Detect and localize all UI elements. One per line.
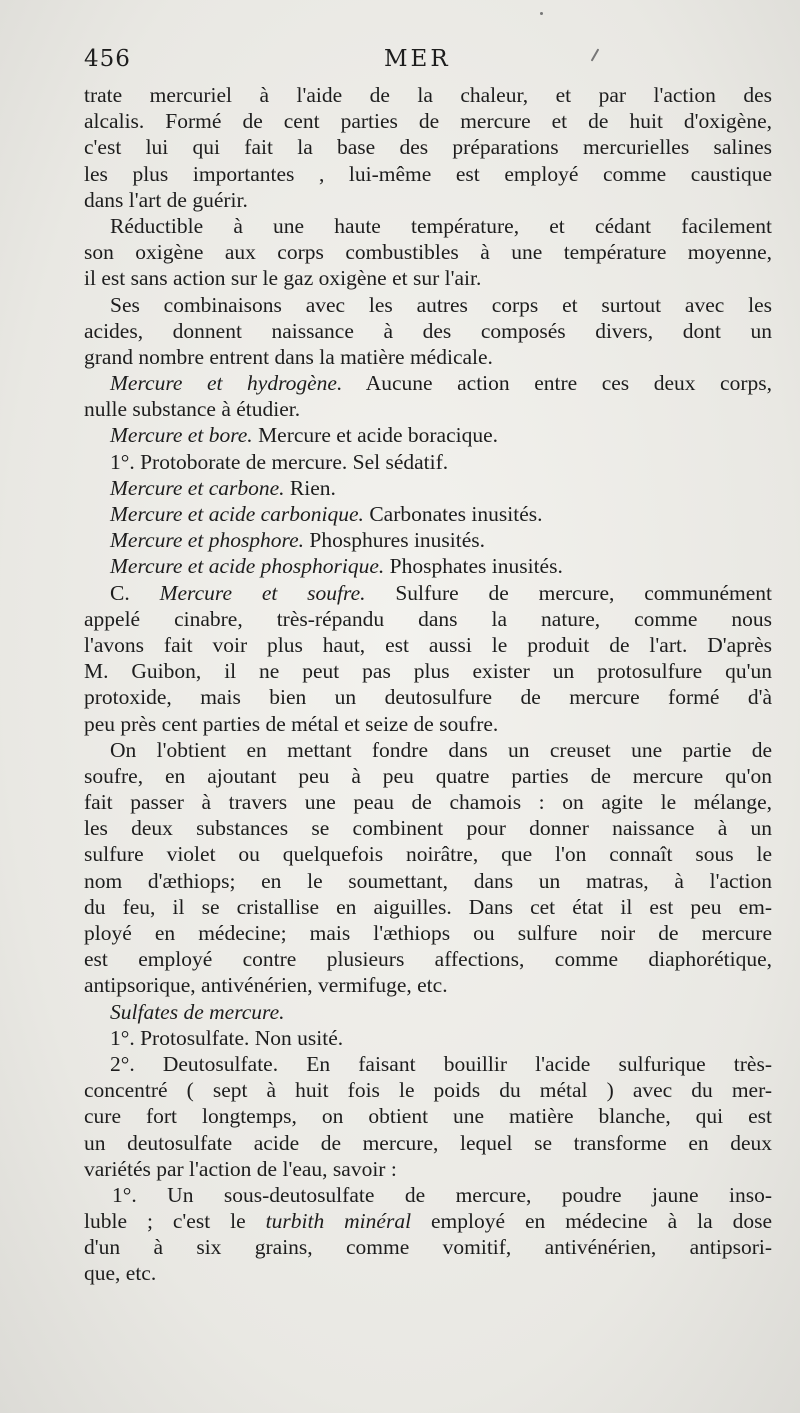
page-header	[84, 46, 776, 76]
text-line: que, etc.	[84, 1261, 157, 1286]
text-line: alcalis. Formé de cent parties de mercure et de huit d'oxigène,	[84, 109, 772, 134]
text-line: sulfure violet ou quelquefois noirâtre, que l'on connaît sous le	[84, 842, 772, 867]
text-line: Ses combinaisons avec les autres corps et surtout avec les	[110, 292, 772, 317]
text-line: Réductible à une haute température, et cédant facilement	[110, 213, 772, 238]
text-line: 1°. Protosulfate. Non usité.	[110, 1025, 344, 1050]
text-line: Mercure et acide carbonique. Carbonates inusités.	[110, 502, 543, 526]
text-line: antipsorique, antivénérien, vermifuge, etc.	[84, 973, 448, 998]
text-line: C. Mercure et soufre. Sulfure de mercure, communément	[110, 580, 773, 605]
text-line: Mercure et hydrogène. Aucune action entre ces deux corps,	[110, 371, 772, 396]
text-line: l'avons fait voir plus haut, est aussi le produit de l'art. D'après	[84, 632, 772, 657]
text-line: est employé contre plusieurs affections, comme diaphorétique,	[84, 947, 772, 972]
text-line: soufre, en ajoutant peu à peu quatre parties de mercure qu'on	[84, 763, 772, 788]
text-line: il est sans action sur le gaz oxigène et sur l'air.	[84, 266, 482, 291]
text-line: nulle substance à étudier.	[84, 397, 301, 422]
text-line: ployé en médecine; mais l'æthiops ou sulfure noir de mercure	[84, 921, 772, 945]
running-head: MER	[384, 46, 451, 72]
page-number: 456	[84, 46, 131, 72]
text-line: protoxide, mais bien un deutosulfure de mercure formé d'à	[84, 685, 772, 710]
text-line: 1°. Un sous-deutosulfate de mercure, poudre jaune inso-	[112, 1182, 772, 1207]
text-line: Mercure et phosphore. Phosphures inusités.	[110, 528, 486, 553]
text-line: Mercure et carbone. Rien.	[110, 475, 336, 500]
text-line: fait passer à travers une peau de chamois : on agite le mélange,	[84, 790, 772, 815]
text-line: trate mercuriel à l'aide de la chaleur, et par l'action des	[84, 83, 772, 107]
text-line: variétés par l'action de l'eau, savoir :	[84, 1156, 397, 1181]
text-line: dans l'art de guérir.	[84, 187, 248, 212]
text-line: Sulfates de mercure.	[110, 999, 285, 1024]
text-line: grand nombre entrent dans la matière médicale.	[84, 344, 493, 369]
text-line: un deutosulfate acide de mercure, lequel se transforme en deux	[84, 1130, 772, 1155]
text-line: les plus importantes , lui-même est employé comme caustique	[84, 161, 772, 186]
text-line: du feu, il se cristallise en aiguilles. Dans cet état il est peu em-	[84, 894, 772, 919]
text-line: Mercure et bore. Mercure et acide boracique.	[110, 423, 499, 448]
ink-speck	[540, 12, 543, 15]
text-line: nom d'æthiops; en le soumettant, dans un matras, à l'action	[84, 868, 772, 893]
text-line: cure fort longtemps, on obtient une matière blanche, qui est	[84, 1104, 772, 1129]
text-line: luble ; c'est le turbith minéral employé en médecine à la dose	[84, 1209, 773, 1234]
text-line: son oxigène aux corps combustibles à une température moyenne,	[84, 240, 772, 265]
text-line: On l'obtient en mettant fondre dans un creuset une partie de	[110, 737, 772, 762]
text-line: Mercure et acide phosphorique. Phosphates inusités.	[110, 554, 563, 579]
text-line: 2°. Deutosulfate. En faisant bouillir l'acide sulfurique très-	[110, 1051, 772, 1076]
text-line: 1°. Protoborate de mercure. Sel sédatif.	[110, 449, 449, 474]
text-line: acides, donnent naissance à des composés divers, dont un	[84, 318, 772, 343]
text-line: appelé cinabre, très-répandu dans la nature, comme nous	[84, 606, 772, 631]
text-line: c'est lui qui fait la base des préparations mercurielles salines	[84, 135, 772, 160]
text-line: M. Guibon, il ne peut pas plus exister un protosulfure qu'un	[84, 659, 772, 684]
text-line: concentré ( sept à huit fois le poids du métal ) avec du mer-	[84, 1078, 772, 1103]
text-line: peu près cent parties de métal et seize de soufre.	[84, 711, 499, 736]
text-line: les deux substances se combinent pour donner naissance à un	[84, 816, 772, 841]
text-line: d'un à six grains, comme vomitif, antivénérien, antipsori-	[84, 1235, 772, 1260]
body-text	[84, 82, 772, 1287]
